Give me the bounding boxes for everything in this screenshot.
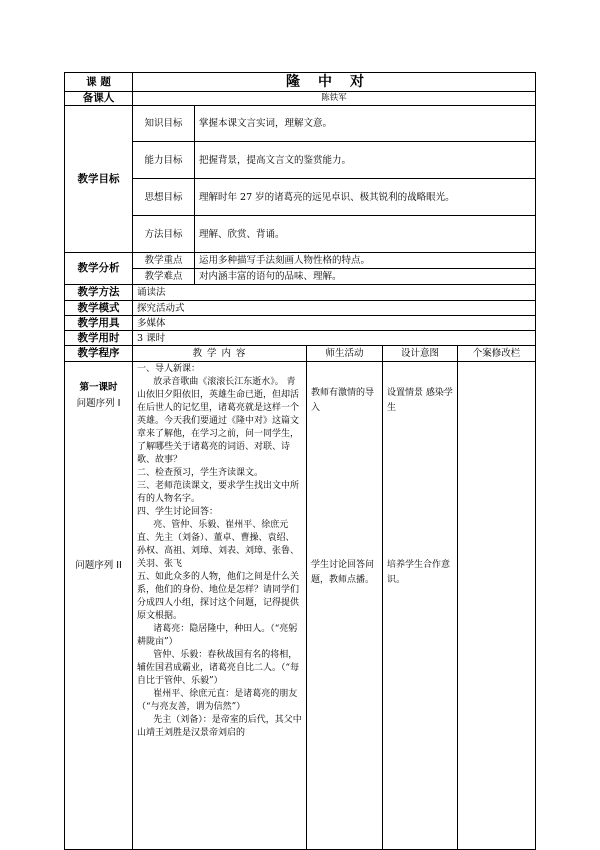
info-row <box>65 301 536 316</box>
goal-label: 能力目标 <box>133 142 195 179</box>
goal-label: 思想目标 <box>133 179 195 216</box>
revision-cell <box>458 362 536 850</box>
teacher-activity: 教师有激情的导入 <box>311 388 375 413</box>
session-label: 第一课时 <box>79 382 118 393</box>
key-point-label: 教学重点 <box>133 253 195 269</box>
goal-row <box>65 106 536 142</box>
content-line: 管仲、乐毅：春秋战国有名的将相，辅佐国君成霸业，诸葛亮自比二人。（“每自比于管仲、乐毅”） <box>137 650 300 686</box>
lesson-plan <box>64 72 535 850</box>
info-value: 诵读法 <box>133 285 536 301</box>
goals-label: 教学目标 <box>65 106 133 253</box>
info-value: 3 课时 <box>133 331 536 346</box>
subject-label: 课 题 <box>65 73 133 92</box>
procedure-body-row <box>65 362 536 850</box>
goal-text: 理解、欣赏、背诵。 <box>195 216 536 253</box>
goal-row <box>65 216 536 253</box>
preparer-row <box>65 92 536 106</box>
info-label: 教学用时 <box>65 331 133 346</box>
question-sequence-label: 问题序列 I <box>76 398 121 409</box>
difficulty-label: 教学难点 <box>133 269 195 285</box>
content-line: 诸葛亮：隐居隆中，种田人。（“亮躬耕陇亩”） <box>137 624 298 647</box>
difficulty-text: 对内涵丰富的语句的品味、理解。 <box>195 269 536 285</box>
info-row <box>65 331 536 346</box>
content-column-header: 教 学 内 容 <box>133 346 307 362</box>
preparer-name: 陈铁军 <box>133 92 536 106</box>
info-value: 多媒体 <box>133 316 536 331</box>
design-column-header: 设计意图 <box>383 346 458 362</box>
info-label: 教学模式 <box>65 301 133 316</box>
analysis-row <box>65 269 536 285</box>
info-row <box>65 316 536 331</box>
lesson-title: 隆中对 <box>133 73 536 92</box>
content-line: 先主（刘备）：是帝室的后代，其父中山靖王刘胜是汉景帝刘启的 <box>137 715 302 738</box>
lesson-content <box>133 362 307 850</box>
design-intent: 培养学生合作意识。 <box>387 560 451 585</box>
goal-row <box>65 142 536 179</box>
preparer-label: 备课人 <box>65 92 133 106</box>
content-line: 崔州平、徐庶元直：是诸葛亮的朋友（“与亮友善，谓为信然”） <box>137 689 298 712</box>
goal-text: 理解时年 27 岁的诸葛亮的远见卓识、极其锐利的战略眼光。 <box>195 179 536 216</box>
analysis-row <box>65 253 536 269</box>
design-intent: 设置情景 感染学生 <box>387 388 453 413</box>
content-line: 三、老师范读课文，要求学生找出文中所有的人物名字。 <box>137 481 300 504</box>
teacher-activity: 学生讨论回答问题，教师点播。 <box>311 560 375 585</box>
key-point-text: 运用多种描写手法刻画人物性格的特点。 <box>195 253 536 269</box>
content-line: 二、检查预习，学生齐读课文。 <box>137 468 264 478</box>
revision-column-header: 个案修改栏 <box>458 346 536 362</box>
goal-label: 知识目标 <box>133 106 195 142</box>
analysis-label: 教学分析 <box>65 253 133 285</box>
content-line: 放录音歌曲《滚滚长江东逝水》。 青山依旧夕阳依旧，英雄生命已逝，但却活在后世人的记忆里，诸葛亮就是这样一个英雄。今天我们要通过《隆中对》这篇文章来了解他，在学习之前，问一同学生，了解哪些关于诸葛亮的词语、对联、诗歌、故事？ <box>137 377 300 465</box>
info-label: 教学方法 <box>65 285 133 301</box>
content-line: 一、导人新课： <box>137 364 201 374</box>
goal-text: 把握背景，提高文言文的鉴赏能力。 <box>195 142 536 179</box>
info-value: 探究活动式 <box>133 301 536 316</box>
goal-label: 方法目标 <box>133 216 195 253</box>
procedure-header-row <box>65 346 536 362</box>
content-line: 五、如此众多的人物，他们之间是什么关系，他们的身份、地位是怎样？请同学们分成四人小组，探讨这个问题，记得提供原文根据。 <box>137 572 300 621</box>
info-label: 教学用具 <box>65 316 133 331</box>
title-row <box>65 73 536 92</box>
question-sequence-label: 问题序列 II <box>75 560 122 571</box>
content-line: 四、学生讨论回答： <box>137 507 219 517</box>
content-line: 亮、管仲、乐毅、崔州平、徐庶元直、先主（刘备）、董卓、曹操、袁绍、孙权、高祖、刘璋、刘表、刘璋、张鲁、关羽、张飞 <box>137 520 300 569</box>
info-row <box>65 285 536 301</box>
goal-text: 掌握本课文言实词，理解文意。 <box>195 106 536 142</box>
teacher-column-header: 师生活动 <box>307 346 383 362</box>
procedure-label: 教学程序 <box>65 346 133 362</box>
goal-row <box>65 179 536 216</box>
lesson-plan-table <box>64 72 536 850</box>
